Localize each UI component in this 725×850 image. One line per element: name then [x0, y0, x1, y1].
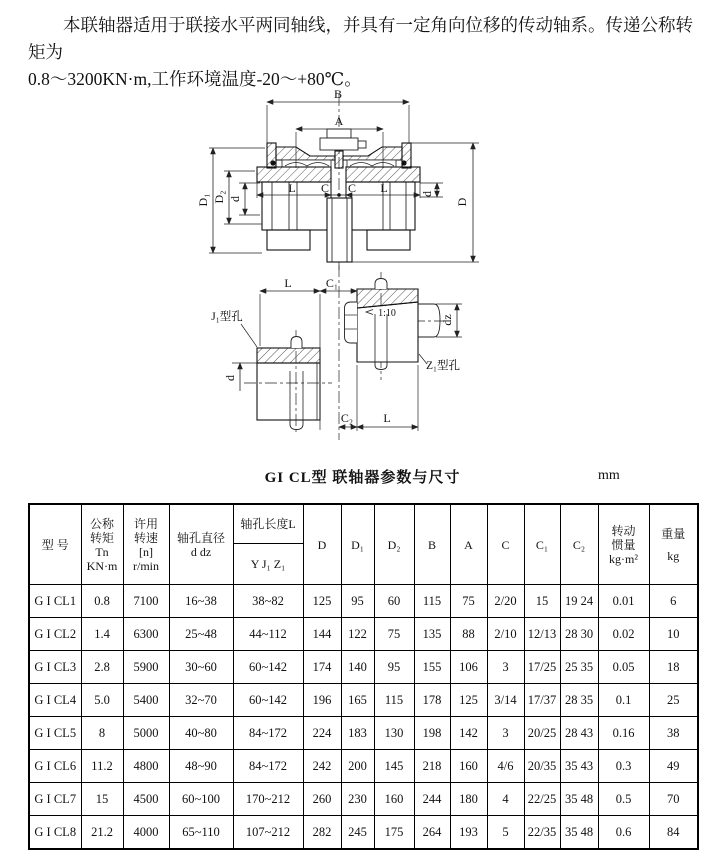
table-cell: 125 [303, 585, 341, 618]
table-cell: G I CL8 [29, 816, 81, 850]
table-cell: 174 [303, 651, 341, 684]
table-cell: 130 [374, 717, 414, 750]
label-z1-hole: Z₁型孔 [426, 360, 461, 372]
dim-label-D: D [455, 197, 469, 207]
table-cell: 0.6 [598, 816, 649, 850]
table-cell: 60 [374, 585, 414, 618]
bolt [320, 129, 366, 150]
table-cell: 0.05 [598, 651, 649, 684]
lower-view [211, 276, 462, 431]
table-cell: G I CL3 [29, 651, 81, 684]
table-cell: 84~172 [233, 717, 303, 750]
table-body [29, 585, 698, 850]
table-cell: 25 [649, 684, 698, 717]
table-cell: 245 [341, 816, 374, 850]
table-title: GI CL型 联轴器参数与尺寸 [264, 470, 461, 486]
dim-label-D2: D₂ [212, 190, 226, 204]
table-cell: G I CL7 [29, 783, 81, 816]
table-row [29, 684, 698, 717]
table-cell: 7100 [123, 585, 169, 618]
center-mark [337, 193, 341, 197]
table-cell: 2.8 [81, 651, 123, 684]
table-cell: 4/6 [487, 750, 524, 783]
table-cell: 115 [414, 585, 450, 618]
header-bore: 轴孔直径 d dz [169, 504, 233, 585]
dim-label-L-right: L [380, 181, 388, 195]
table-cell: 4000 [123, 816, 169, 850]
dim-label-C1: C₁ [325, 276, 339, 290]
table-cell: 2/20 [487, 585, 524, 618]
header-speed: 许用 转速 [n] r/min [123, 504, 169, 585]
dim-label-D1: D₁ [196, 193, 210, 207]
dim-label-B: B [333, 88, 343, 101]
z1-hub [345, 279, 441, 370]
table-cell: 145 [374, 750, 414, 783]
header-D2: D₂ [374, 504, 414, 585]
table-cell: 107~212 [233, 816, 303, 850]
table-cell: 170~212 [233, 783, 303, 816]
header-torque: 公称 转矩 Tn KN·m [81, 504, 123, 585]
header-C2: C₂ [560, 504, 598, 585]
table-cell: 17/25 [524, 651, 560, 684]
table-cell: 193 [450, 816, 487, 850]
table-cell: 125 [450, 684, 487, 717]
table-row [29, 651, 698, 684]
header-A: A [450, 504, 487, 585]
header-D: D [303, 504, 341, 585]
header-inertia: 转动 惯量 kg·m² [598, 504, 649, 585]
table-cell: 4500 [123, 783, 169, 816]
intro-line-1: 本联轴器适用于联接水平两同轴线，并具有一定角向位移的传动轴系。传递公称转矩为 [28, 15, 693, 62]
table-cell: 60~142 [233, 651, 303, 684]
table-cell: 35 48 [560, 783, 598, 816]
table-cell: 48~90 [169, 750, 233, 783]
table-row [29, 816, 698, 850]
table-cell: 5900 [123, 651, 169, 684]
dim-label-L-bottom: L [383, 411, 391, 425]
table-cell: 5400 [123, 684, 169, 717]
table-cell: 0.02 [598, 618, 649, 651]
header-weight: 重量 kg [649, 504, 698, 585]
table-cell: 178 [414, 684, 450, 717]
table-cell: G I CL6 [29, 750, 81, 783]
table-cell: 75 [450, 585, 487, 618]
table-cell: 196 [303, 684, 341, 717]
table-cell: 6300 [123, 618, 169, 651]
label-taper: 1:10 [378, 308, 396, 319]
table-cell: 180 [450, 783, 487, 816]
table-cell: 30~60 [169, 651, 233, 684]
table-cell: 88 [450, 618, 487, 651]
table-cell: 0.3 [598, 750, 649, 783]
table-cell: 282 [303, 816, 341, 850]
table-cell: 60~142 [233, 684, 303, 717]
parameters-table [28, 503, 699, 850]
table-cell: 17/37 [524, 684, 560, 717]
table-cell: 264 [414, 816, 450, 850]
table-cell: 260 [303, 783, 341, 816]
table-cell: 19 24 [560, 585, 598, 618]
upper-view [196, 88, 479, 262]
header-C: C [487, 504, 524, 585]
table-cell: 95 [341, 585, 374, 618]
header-length-sub: Y J₁ Z₁ [233, 544, 303, 585]
table-cell: 5 [487, 816, 524, 850]
table-cell: 75 [374, 618, 414, 651]
table-cell: 198 [414, 717, 450, 750]
table-cell: 5000 [123, 717, 169, 750]
table-cell: 25~48 [169, 618, 233, 651]
table-cell: 10 [649, 618, 698, 651]
table-cell: 35 43 [560, 750, 598, 783]
table-cell: 0.8 [81, 585, 123, 618]
dim-label-L-top: L [284, 276, 292, 290]
table-cell: 115 [374, 684, 414, 717]
seal-ring-left [270, 160, 275, 165]
table-cell: 70 [649, 783, 698, 816]
table-cell: 122 [341, 618, 374, 651]
table-cell: 142 [450, 717, 487, 750]
table-cell: 106 [450, 651, 487, 684]
table-cell: 200 [341, 750, 374, 783]
table-cell: 32~70 [169, 684, 233, 717]
table-row [29, 750, 698, 783]
table-cell: 0.1 [598, 684, 649, 717]
hub-band-left [257, 167, 331, 182]
table-cell: 0.16 [598, 717, 649, 750]
header-C1: C₁ [524, 504, 560, 585]
table-cell: 60~100 [169, 783, 233, 816]
table-cell: 0.5 [598, 783, 649, 816]
header-model: 型 号 [29, 504, 81, 585]
table-row [29, 585, 698, 618]
table-cell: 183 [341, 717, 374, 750]
table-cell: 18 [649, 651, 698, 684]
intro-line-2: 0.8～3200KN·m,工作环境温度-20～+80℃。 [28, 69, 362, 89]
table-cell: 20/35 [524, 750, 560, 783]
dim-label-d-lower: d [223, 375, 237, 381]
header-D1: D₁ [341, 504, 374, 585]
table-header [29, 504, 698, 585]
table-cell: 2/10 [487, 618, 524, 651]
table-cell: 1.4 [81, 618, 123, 651]
table-cell: 28 35 [560, 684, 598, 717]
center-shaft [327, 198, 352, 262]
table-cell: 160 [450, 750, 487, 783]
intro-paragraph [28, 12, 696, 93]
table-cell: G I CL4 [29, 684, 81, 717]
coupling-diagram [30, 88, 695, 465]
table-cell: 22/35 [524, 816, 560, 850]
table-cell: 95 [374, 651, 414, 684]
table-cell: 175 [374, 816, 414, 850]
table-cell: 6 [649, 585, 698, 618]
table-cell: 40~80 [169, 717, 233, 750]
header-length: 轴孔长度L [233, 504, 303, 544]
table-cell: 16~38 [169, 585, 233, 618]
table-cell: 144 [303, 618, 341, 651]
table-cell: 20/25 [524, 717, 560, 750]
dim-label-L-left: L [288, 181, 296, 195]
table-cell: 65~110 [169, 816, 233, 850]
table-cell: 38~82 [233, 585, 303, 618]
table-cell: 44~112 [233, 618, 303, 651]
table-cell: 11.2 [81, 750, 123, 783]
table-cell: 155 [414, 651, 450, 684]
table-cell: 3/14 [487, 684, 524, 717]
dim-label-C2: C₂ [340, 411, 354, 425]
table-cell: 230 [341, 783, 374, 816]
hub-band-right [346, 167, 420, 182]
dim-label-dz: dz [440, 314, 454, 326]
table-cell: 38 [649, 717, 698, 750]
table-cell: 84~172 [233, 750, 303, 783]
table-cell: 22/25 [524, 783, 560, 816]
table-cell: 49 [649, 750, 698, 783]
dim-label-A: A [334, 114, 344, 128]
table-cell: 4 [487, 783, 524, 816]
table-cell: 5.0 [81, 684, 123, 717]
dim-label-C-right: C [347, 181, 357, 195]
unit-label: mm [598, 468, 620, 483]
table-cell: 25 35 [560, 651, 598, 684]
header-B: B [414, 504, 450, 585]
label-j1-hole: J₁型孔 [211, 311, 243, 323]
table-cell: G I CL2 [29, 618, 81, 651]
table-cell: 4800 [123, 750, 169, 783]
table-cell: 21.2 [81, 816, 123, 850]
table-cell: 160 [374, 783, 414, 816]
dim-label-d-left: d [228, 196, 242, 202]
table-cell: 12/13 [524, 618, 560, 651]
table-cell: 84 [649, 816, 698, 850]
seal-ring-right [401, 160, 406, 165]
table-cell: 140 [341, 651, 374, 684]
table-cell: 15 [524, 585, 560, 618]
table-row [29, 717, 698, 750]
table-cell: 15 [81, 783, 123, 816]
table-cell: 35 48 [560, 816, 598, 850]
table-cell: 242 [303, 750, 341, 783]
dim-label-C-left: C [320, 181, 330, 195]
table-row [29, 618, 698, 651]
table-cell: 218 [414, 750, 450, 783]
table-cell: 0.01 [598, 585, 649, 618]
table-row [29, 783, 698, 816]
table-cell: 8 [81, 717, 123, 750]
dim-label-d-right: d [420, 191, 434, 197]
table-cell: 224 [303, 717, 341, 750]
table-cell: 28 30 [560, 618, 598, 651]
table-cell: 244 [414, 783, 450, 816]
table-cell: G I CL5 [29, 717, 81, 750]
table-cell: 165 [341, 684, 374, 717]
table-cell: G I CL1 [29, 585, 81, 618]
table-cell: 3 [487, 717, 524, 750]
table-cell: 3 [487, 651, 524, 684]
table-cell: 28 43 [560, 717, 598, 750]
table-cell: 135 [414, 618, 450, 651]
